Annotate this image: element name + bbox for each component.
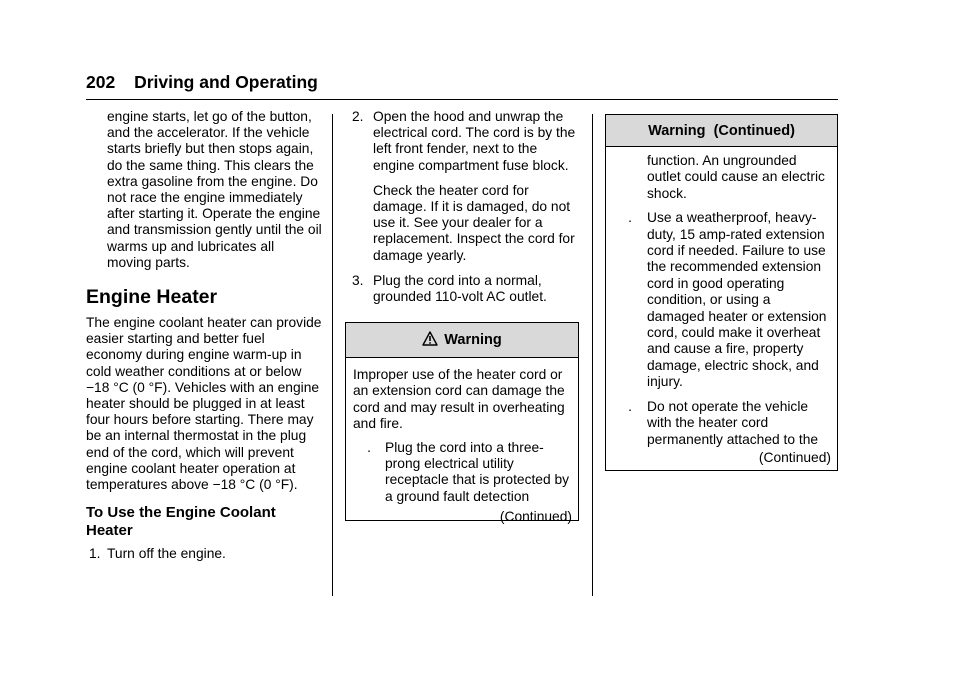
warning-box [345,322,579,525]
section-title: Driving and Operating [134,72,318,92]
column-1 [86,109,322,562]
warning-header [346,323,578,358]
bullet-text: Use a weatherproof, heavy-duty, 15 amp-rated extension cord if needed. Failure to use the recommended extension cord in good operating condition, or using a damaged heater or extension cord, could make it overheat and cause a fire, property damage, electric shock, and injury. [647,210,827,390]
warning-text: Improper use of the heater cord or an extension cord can damage the cord and may result in overheating and fire. [353,367,565,432]
bullet-mark: . [628,210,632,226]
warning-bullet-3 [613,399,831,448]
warning-title: Warning [444,332,502,348]
step-2 [352,109,580,174]
column-2 [352,109,580,305]
step-number: 1. [89,546,101,562]
bullet-mark: . [367,439,371,455]
warning-bullet-1 [353,440,572,506]
continued-label: (Continued) [758,449,831,465]
warning-header [606,115,837,147]
page-number: 202 [86,72,116,92]
step-3 [352,273,580,305]
bullet-mark: . [628,398,632,414]
section-heading: Engine Heater [86,286,218,309]
intro-paragraph: engine starts, let go of the button, and the accelerator. If the vehicle starts briefly but then stops again, do the same thing. This clears the extra gasoline from the engine. Do not race the engine immediately after starting it. Operate the engine and transmission gently until the oil warms up and lubricates all moving parts. [107,109,322,270]
warning-body [606,147,837,466]
bullet-text: Plug the cord into a three-prong electrical utility receptacle that is protected by a ground fault detection [385,439,570,504]
warning-body [346,358,578,526]
bullet-text: Do not operate the vehicle with the heater cord permanently attached to the [647,398,819,447]
step-1 [86,546,322,562]
column-divider-2 [592,114,593,596]
warning-continued-box [605,114,838,471]
step-text: Plug the cord into a normal, grounded 110-volt AC outlet. [373,272,547,305]
header-rule [86,99,838,100]
warning-text: function. An ungrounded outlet could cause an electric shock. [647,153,825,201]
continued-label: (Continued) [499,509,572,525]
warning-triangle-icon [422,331,438,350]
warning-title: Warning (Continued) [648,122,795,139]
column-divider-1 [332,114,333,596]
step-text: Open the hood and unwrap the electrical cord. The cord is by the left front fender, next to the engine compartment fuse block. [373,109,576,173]
step-2-note: Check the heater cord for damage. If it is damaged, do not use it. See your dealer for a replacement. Inspect the cord for damage yearly. [373,182,575,263]
body-paragraph: The engine coolant heater can provide easier starting and better fuel economy during engine warm-up in cold weather conditions at or below −18 °C (0 °F). Vehicles with an engine heater should be plugged in at least four hours before starting. There may be an internal thermostat in the plug end of the cord, which will prevent engine coolant heater operation at temperatures above −18 °C (0 °F). [86,315,322,493]
warning-bullet-2 [613,210,831,390]
page-header [86,72,318,93]
subheading: To Use the Engine Coolant Heater [86,504,276,539]
step-text: Turn off the engine. [107,546,226,562]
step-number: 3. [352,272,364,288]
step-number: 2. [352,109,364,124]
